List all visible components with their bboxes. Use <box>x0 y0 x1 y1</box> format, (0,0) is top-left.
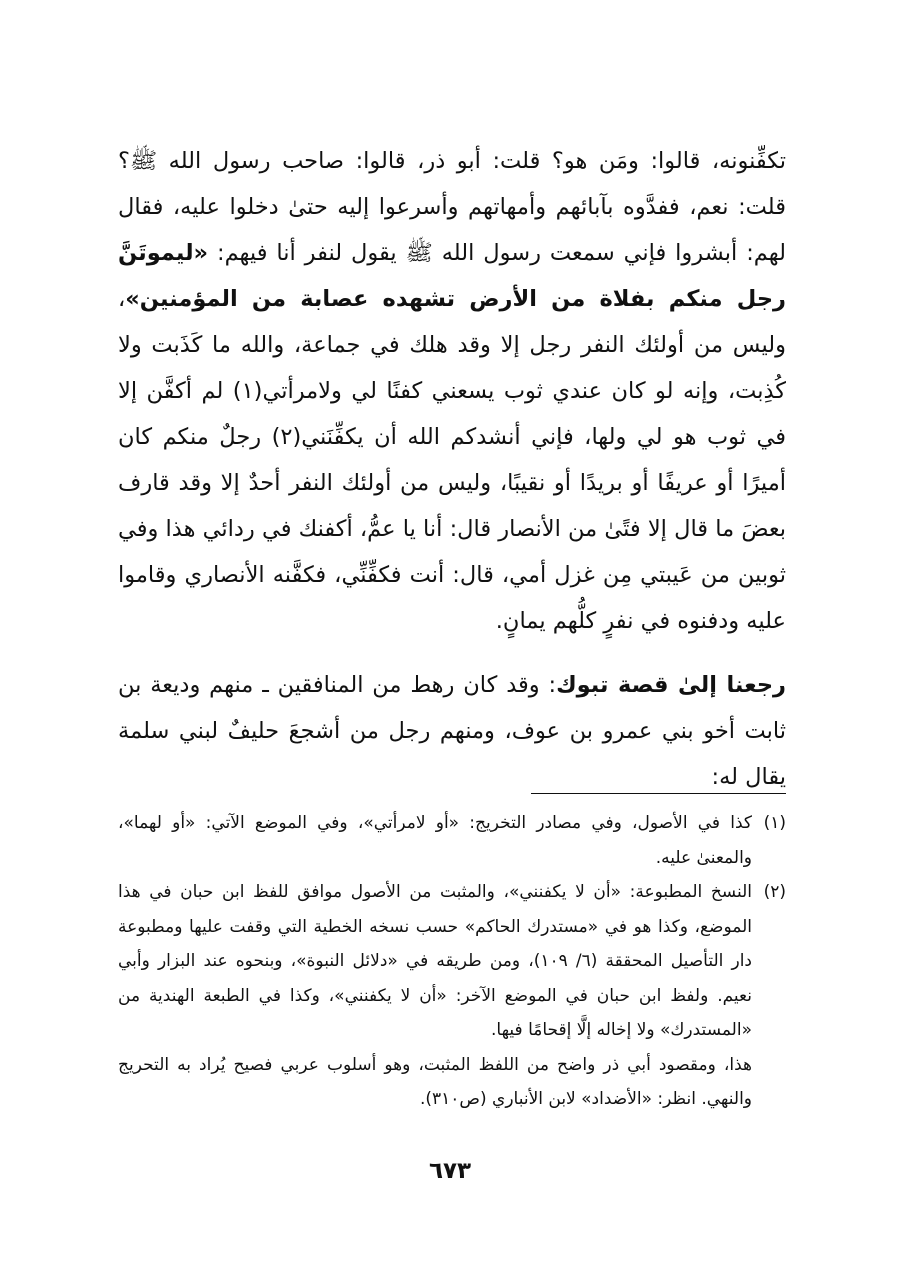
footnote-text: هذا، ومقصود أبي ذر واضح من اللفظ المثبت، وهو أسلوب عربي فصيح يُراد به التحريج والنهي. انظر: «الأضداد» لابن الأنباري (ص٣١٠). <box>118 1054 752 1109</box>
footnote-divider <box>531 793 786 794</box>
hadith-quote: «ليموتَنَّ رجل منكم بفلاة من الأرض تشهده عصابة من المؤمنين» <box>118 240 786 312</box>
paragraph-hadith <box>118 138 786 644</box>
footnote-number: (١) <box>763 813 786 833</box>
footnote-text: النسخ المطبوعة: «أن لا يكفنني»، والمثبت من الأصول موافق للفظ ابن حبان في هذا الموضع، وكذا هو في «مستدرك الحاكم» حسب نسخه الخطية التي وقفت عليها ومطبوعة دار التأصيل المحققة (٦/ ١٠٩)، ومن طريقه في «دلائل النبوة»، وبنحوه عند البزار وأبي نعيم. ولفظ ابن حبان في الموضع الآخر: «أن لا يكفنني»، وكذا في الطبعة الهندية من «المستدرك» ولا إخاله إلَّا إقحامًا فيها. <box>118 882 752 1040</box>
footnote-number: (٢) <box>763 882 786 902</box>
text-run: : وقد كان رهط من المنافقين ـ منهم وديعة بن ثابت أخو بني عمرو بن عوف، ومنهم رجل من أشجعَ حليفٌ لبني سلمة يقال له: <box>118 672 786 790</box>
page-number: ٦٧٣ <box>428 1158 472 1184</box>
main-text <box>118 138 786 800</box>
paragraph-tabuk <box>118 662 786 800</box>
footnote-2 <box>118 875 786 1117</box>
text-run: ، وليس من أولئك النفر رجل إلا وقد هلك في جماعة، والله ما كَذَبت ولا كُذِبت، وإنه لو كان عندي ثوب يسعني كفنًا لي ولامرأتي <box>118 286 787 404</box>
footnote-ref-2[interactable]: (٢) <box>271 424 302 450</box>
text-run: تكفِّنونه، قالوا: ومَن هو؟ قلت: أبو ذر، قالوا: صاحب رسول الله ﷺ؟ قلت: نعم، ففدَّوه بآبائهم وأمهاتهم وأسرعوا إليه حتىٰ دخلوا عليه، فقال لهم: أبشروا فإني سمعت رسول الله ﷺ يقول لنفر أنا فيهم: <box>118 148 786 266</box>
text-run: لم أكفَّن إلا في ثوب هو لي ولها، فإني أنشدكم الله أن يكفِّنَني <box>118 378 786 450</box>
section-lead: رجعنا إلىٰ قصة تبوك <box>556 672 786 698</box>
text-run: رجلٌ منكم كان أميرًا أو عريفًا أو بريدًا أو نقيبًا، وليس من أولئك النفر أحدٌ إلا وقد قارف بعضَ ما قال إلا فتًىٰ من الأنصار قال: أنا يا عمُّ، أكفنك في ردائي هذا وفي ثوبين من عَيبتي مِن غزل أمي، قال: أنت فكفِّنِّي، فكفَّنه الأنصاري وقاموا عليه ودفنوه في نفرٍ كلُّهم يمانٍ. <box>118 424 786 634</box>
footnote-ref-1[interactable]: (١) <box>232 378 263 404</box>
footnotes <box>118 806 786 1117</box>
footnote-text: كذا في الأصول، وفي مصادر التخريج: «أو لامرأتي»، وفي الموضع الآتي: «أو لهما»، والمعنىٰ عليه. <box>118 813 752 868</box>
footnote-1 <box>118 806 786 875</box>
